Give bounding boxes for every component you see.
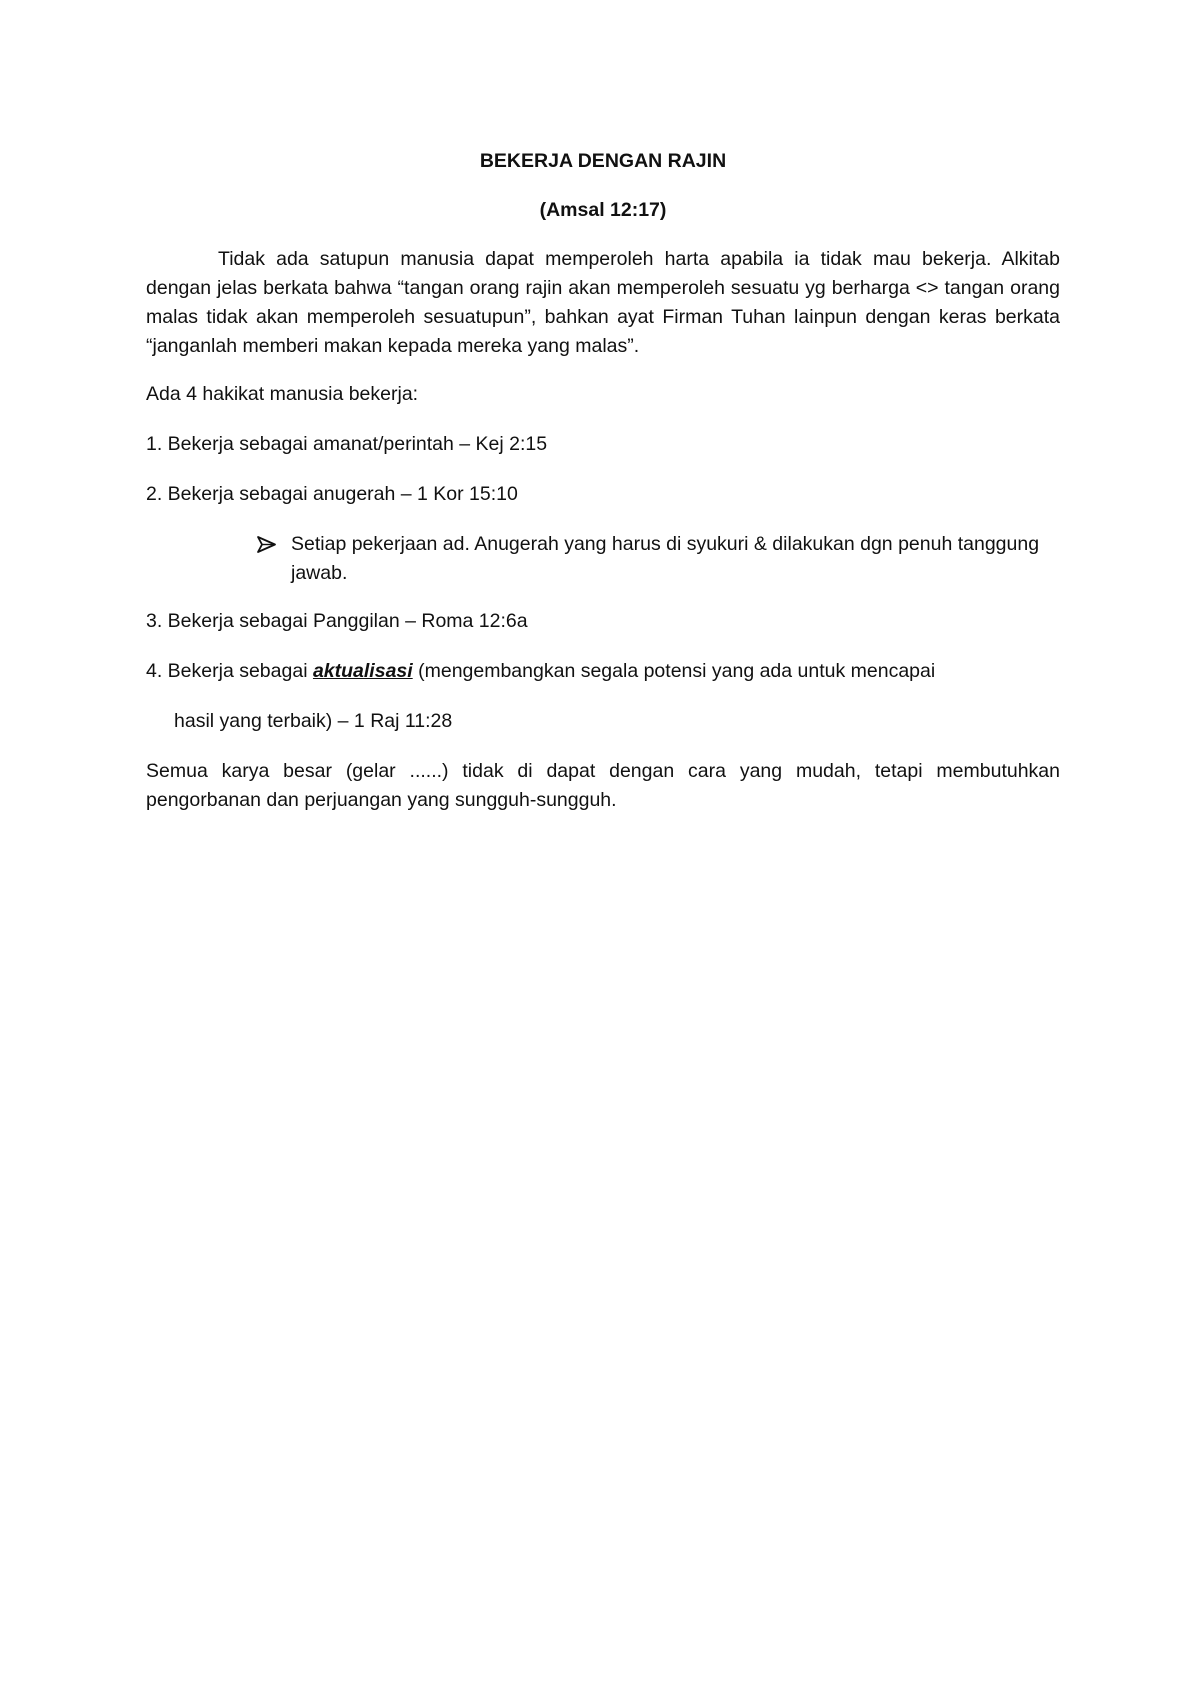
list-item-4-continuation: hasil yang terbaik) – 1 Raj 11:28 [174, 710, 453, 732]
closing-paragraph: Semua karya besar (gelar ......) tidak di dapat dengan cara yang mudah, tetapi membutuhkan pengorbanan dan perjuangan yang sungguh-sungguh. [146, 760, 1060, 811]
arrow-bullet-icon [256, 530, 278, 559]
intro-paragraph: Tidak ada satupun manusia dapat memperoleh harta apabila ia tidak mau bekerja. Alkitab dengan jelas berkata bahwa “tangan orang rajin akan memperoleh sesuatu yg berharga <> tangan orang malas tidak akan memperoleh sesuatupun”, bahkan ayat Firman Tuhan lainpun dengan keras berkata “janganlah memberi makan kepada mereka yang malas”. [146, 248, 1060, 357]
list-item-2: 2. Bekerja sebagai anugerah – 1 Kor 15:10 [146, 483, 518, 505]
list-item-4-emphasis: aktualisasi [312, 660, 413, 682]
list-heading: Ada 4 hakikat manusia bekerja: [146, 383, 419, 405]
document-body [146, 146, 1060, 834]
document-subtitle: (Amsal 12:17) [539, 199, 667, 221]
list-item-4-suffix: (mengembangkan segala potensi yang ada untuk mencapai [412, 660, 936, 682]
list-item-1: 1. Bekerja sebagai amanat/perintah – Kej 2:15 [146, 433, 548, 455]
sub-bullet-text: Setiap pekerjaan ad. Anugerah yang harus di syukuri & dilakukan dgn penuh tanggung jawab. [291, 533, 1040, 584]
document-title: BEKERJA DENGAN RAJIN [479, 150, 727, 172]
list-item-3: 3. Bekerja sebagai Panggilan – Roma 12:6a [146, 610, 528, 632]
list-item-4 [146, 657, 1060, 686]
sub-bullet [146, 530, 1060, 588]
list-item-4-prefix: 4. Bekerja sebagai [146, 660, 313, 682]
